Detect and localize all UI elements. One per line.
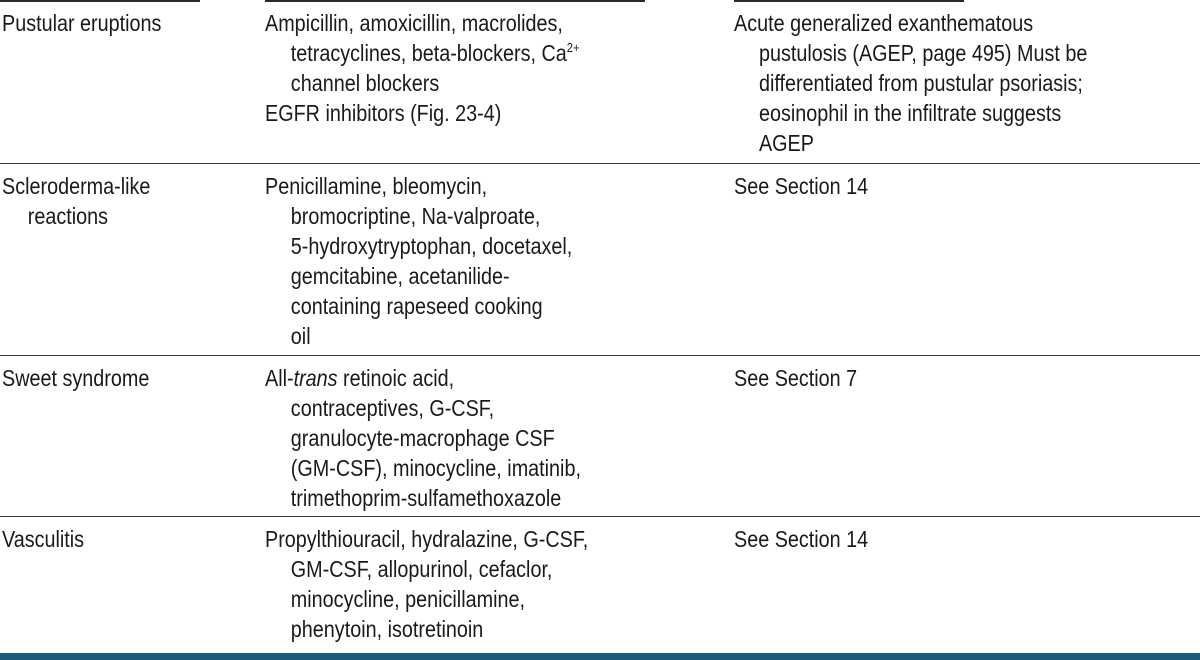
condition-text: Sweet syndrome [2, 365, 150, 391]
comments-text: See Section 7 [734, 365, 858, 391]
drugs-text: Penicillamine, bleomycin, [265, 173, 488, 199]
condition-cell [2, 363, 149, 393]
condition-cell [2, 171, 150, 231]
comments-cell [734, 363, 857, 393]
drugs-cell [265, 8, 579, 128]
drugs-text: phenytoin, isotretinoin [290, 616, 484, 642]
drugs-text: contraceptives, G-CSF, [290, 395, 495, 421]
condition-text: reactions [27, 203, 109, 229]
drugs-text-italic: trans [293, 365, 338, 391]
drugs-text: oil [290, 323, 311, 349]
comments-text: Acute generalized exanthematous [734, 10, 1034, 36]
condition-cell [2, 524, 84, 554]
drugs-text: Propylthiouracil, hydralazine, G-CSF, [265, 526, 589, 552]
table-row [0, 516, 1200, 646]
drugs-text: retinoic acid, [337, 365, 455, 391]
drugs-text: GM-CSF, allopurinol, cefaclor, [290, 556, 553, 582]
bottom-color-bar [0, 653, 1200, 660]
drugs-text: EGFR inhibitors (Fig. 23-4) [265, 100, 502, 126]
comments-text: differentiated from pustular psoriasis; [758, 70, 1083, 96]
table-row [0, 163, 1200, 356]
drugs-text: containing rapeseed cooking [290, 293, 543, 319]
drugs-text: (GM-CSF), minocycline, imatinib, [290, 455, 581, 481]
drugs-text: granulocyte-macrophage CSF [290, 425, 555, 451]
drugs-text: channel blockers [290, 70, 440, 96]
comments-text: See Section 14 [734, 526, 869, 552]
drugs-text-line [265, 38, 579, 68]
comments-text: AGEP [758, 130, 814, 156]
drugs-cell [265, 363, 581, 513]
comments-text: eosinophil in the infiltrate suggests [758, 100, 1062, 126]
drugs-cell [265, 171, 572, 351]
drugs-text: minocycline, penicillamine, [290, 586, 525, 612]
drugs-text: trimethoprim-sulfamethoxazole [290, 485, 562, 511]
comments-cell [734, 524, 868, 554]
comments-cell [734, 8, 1087, 158]
comments-text: See Section 14 [734, 173, 869, 199]
drugs-text: All- [265, 365, 294, 391]
comments-text: pustulosis (AGEP, page 495) Must be [758, 40, 1088, 66]
condition-cell [2, 8, 161, 38]
table-row [0, 0, 1200, 164]
drugs-text: bromocriptine, Na-valproate, [290, 203, 541, 229]
drugs-text: Ampicillin, amoxicillin, macrolides, [265, 10, 563, 36]
drugs-text: gemcitabine, acetanilide- [290, 263, 510, 289]
condition-text: Vasculitis [2, 526, 85, 552]
drugs-text-line [265, 363, 581, 393]
table-row [0, 355, 1200, 517]
comments-cell [734, 171, 868, 201]
condition-text: Scleroderma-like [2, 173, 151, 199]
drugs-text: tetracyclines, beta-blockers, Ca [290, 40, 567, 66]
condition-text: Pustular eruptions [2, 10, 162, 36]
drugs-cell [265, 524, 588, 644]
drugs-text: 5-hydroxytryptophan, docetaxel, [290, 233, 573, 259]
calcium-superscript: 2+ [566, 40, 580, 55]
